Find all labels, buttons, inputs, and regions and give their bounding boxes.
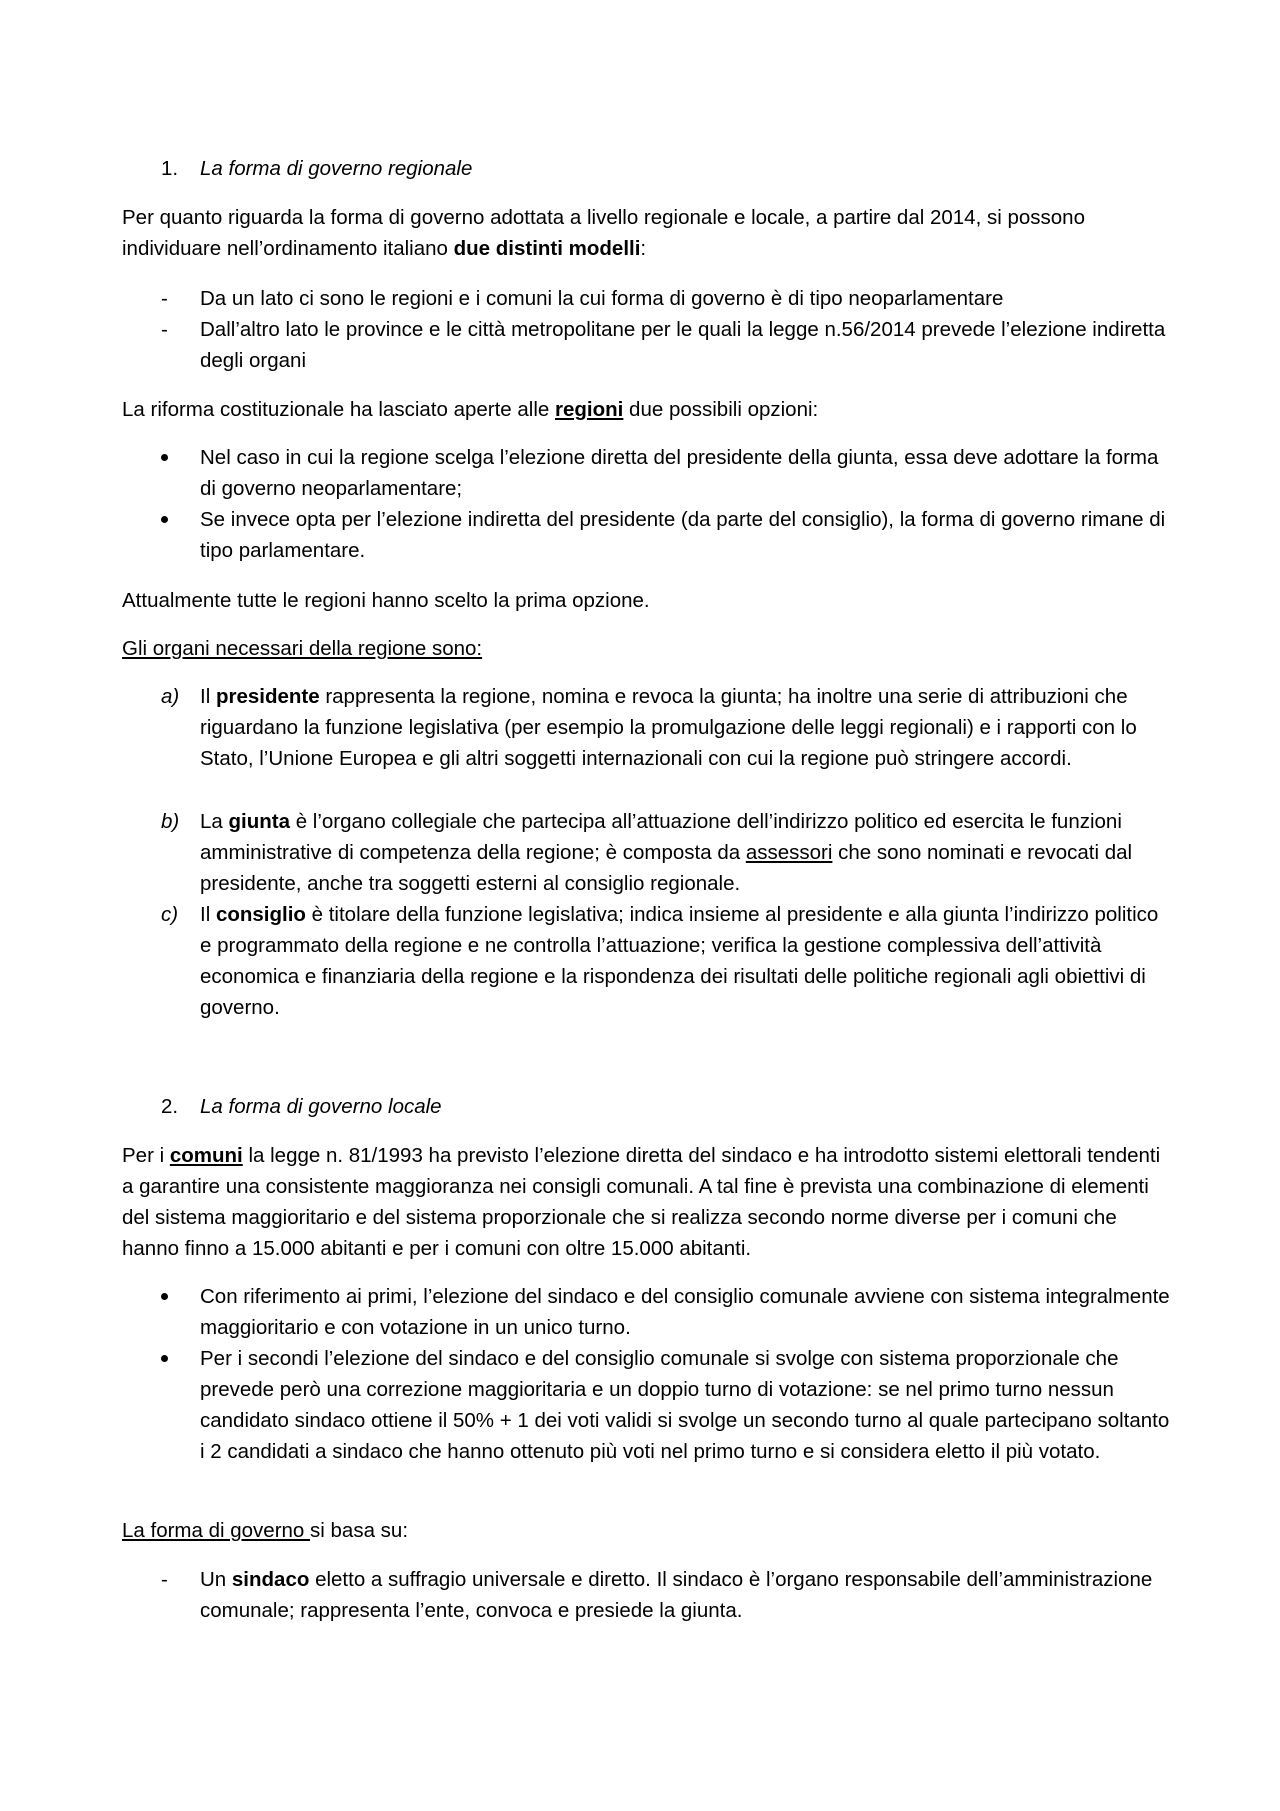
paragraph: La forma di governo si basa su: [122,1519,409,1542]
list-item: La giunta è l’organo collegiale che partecipa all’attuazione dell’indirizzo politico ed esercita le funzioni amministrative di competenza della regione; è composta da assessori che sono nominati e revocati dal presidente, anche tra soggetti esterni al consiglio regionale. [200,810,1133,895]
list-item: Dall’altro lato le province e le città metropolitane per le quali la legge n.56/2014 prevede l’elezione indiretta degli organi [200,318,1166,372]
section-number: 2. [161,1095,179,1118]
section-heading: La forma di governo regionale [200,157,473,180]
dash-marker: - [161,287,168,310]
subheading: Gli organi necessari della regione sono: [122,637,483,660]
list-item: Il presidente rappresenta la regione, nomina e revoca la giunta; ha inoltre una serie di attribuzioni che riguardano la funzione legislativa (per esempio la promulgazione delle leggi regionali) e i rapporti con lo Stato, l’Unione Europea e gli altri soggetti internazionali con cui la regione può stringere accordi. [200,685,1137,770]
list-marker: a) [161,685,180,708]
list-item: Il consiglio è titolare della funzione legislativa; indica insieme al presidente e alla giunta l’indirizzo politico e programmato della regione e ne controlla l’attuazione; verifica la gestione complessiva dell’attività economica e finanziaria della regione e la rispondenza dei risultati delle politiche regionali agli obiettivi di governo. [200,903,1159,1019]
list-item: Da un lato ci sono le regioni e i comuni la cui forma di governo è di tipo neoparlamentare [200,287,1004,310]
paragraph: Per i comuni la legge n. 81/1993 ha previsto l’elezione diretta del sindaco e ha introdotto sistemi elettorali tendenti a garantire una consistente maggioranza nei consigli comunali. A tal fine è prevista una combinazione di elementi del sistema maggioritario e del sistema proporzionale che si realizza secondo norme diverse per i comuni che hanno finno a 15.000 abitanti e per i comuni con oltre 15.000 abitanti. [122,1144,1161,1260]
list-marker: b) [161,810,180,833]
list-item: Nel caso in cui la regione scelga l’elezione diretta del presidente della giunta, essa deve adottare la forma di governo neoparlamentare; [200,446,1159,500]
section-heading: La forma di governo locale [200,1095,442,1118]
bullet-icon [161,1343,191,1374]
list-marker: c) [161,903,179,926]
paragraph: La riforma costituzionale ha lasciato aperte alle regioni due possibili opzioni: [122,398,819,421]
dash-marker: - [161,1568,168,1591]
section-number: 1. [161,157,179,180]
paragraph: Per quanto riguarda la forma di governo adottata a livello regionale e locale, a partire dal 2014, si possono individuare nell’ordinamento italiano due distinti modelli: [122,206,1085,260]
bullet-icon [161,442,191,473]
list-item: Se invece opta per l’elezione indiretta del presidente (da parte del consiglio), la forma di governo rimane di tipo parlamentare. [200,508,1166,562]
bullet-icon [161,1281,191,1312]
list-item: Un sindaco eletto a suffragio universale e diretto. Il sindaco è l’organo responsabile dell’amministrazione comunale; rappresenta l’ente, convoca e presiede la giunta. [200,1568,1153,1622]
paragraph: Attualmente tutte le regioni hanno scelto la prima opzione. [122,589,650,612]
bullet-icon [161,504,191,535]
dash-marker: - [161,318,168,341]
list-item: Con riferimento ai primi, l’elezione del sindaco e del consiglio comunale avviene con sistema integralmente maggioritario e con votazione in un unico turno. [200,1285,1170,1339]
list-item: Per i secondi l’elezione del sindaco e del consiglio comunale si svolge con sistema proporzionale che prevede però una correzione maggioritaria e un doppio turno di votazione: se nel primo turno nessun candidato sindaco ottiene il 50% + 1 dei voti validi si svolge un secondo turno al quale partecipano soltanto i 2 candidati a sindaco che hanno ottenuto più voti nel primo turno e si considera eletto il più votato. [200,1347,1170,1463]
